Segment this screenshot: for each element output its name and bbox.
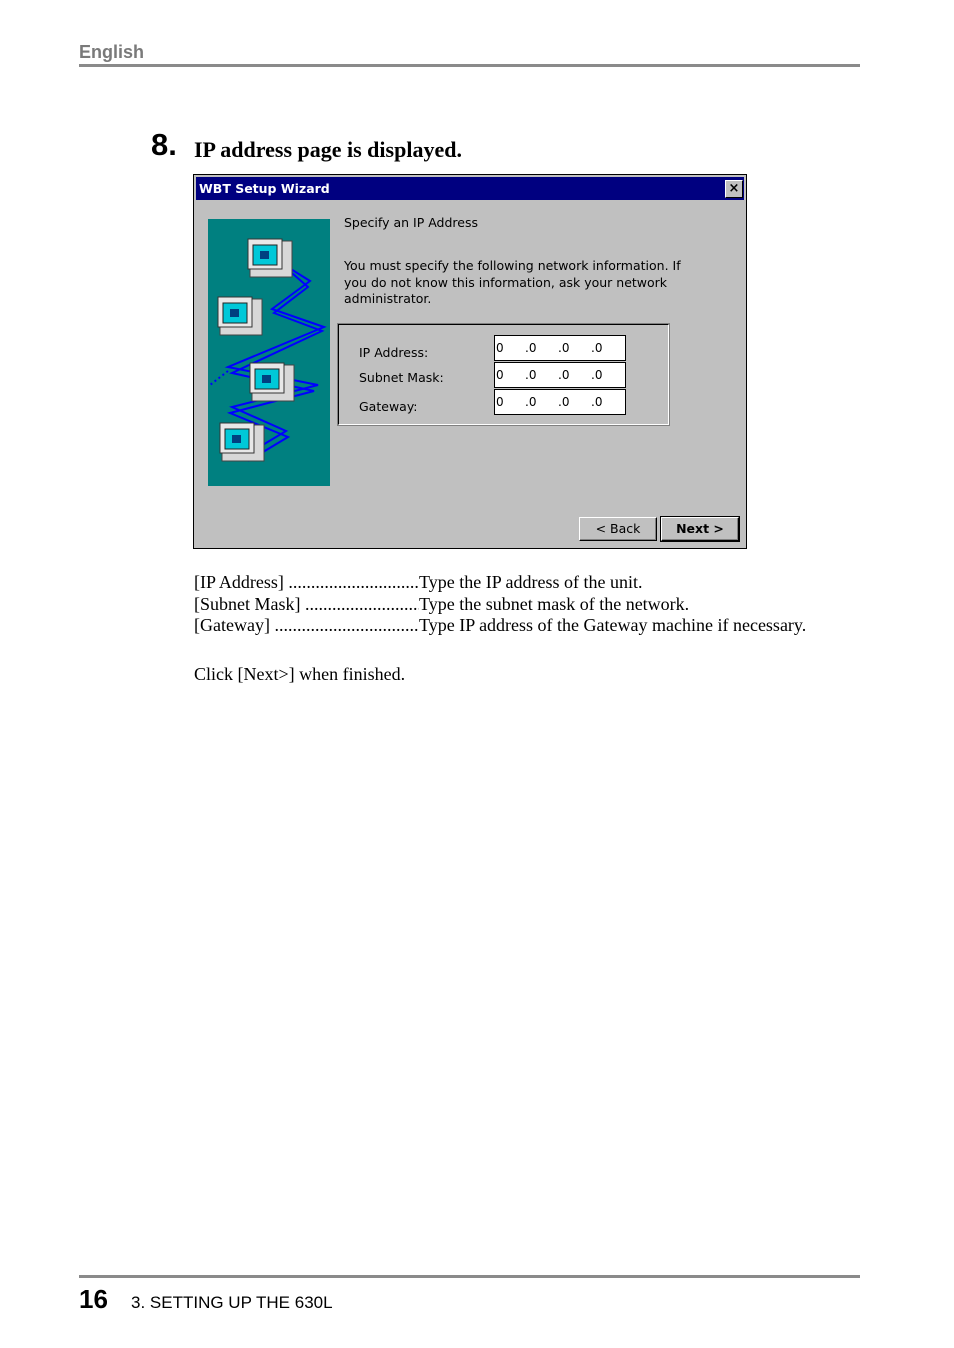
octet: .0 (525, 368, 537, 382)
subnet-mask-input[interactable] (494, 362, 626, 388)
wizard-dialog (193, 174, 747, 549)
gateway-label: Gateway: (359, 399, 418, 414)
description-ip-address (194, 572, 643, 593)
footer-rule (79, 1275, 860, 1278)
close-button[interactable] (725, 180, 743, 198)
description-text: Type IP address of the Gateway machine if necessary. (419, 615, 807, 635)
network-illustration (208, 219, 330, 486)
ip-address-input[interactable] (494, 335, 626, 361)
header-language: English (79, 42, 145, 62)
octet: .0 (591, 368, 603, 382)
description-gateway (194, 615, 806, 636)
computer-icon (218, 297, 262, 335)
back-button[interactable]: < Back (579, 517, 657, 541)
octet: .0 (558, 368, 570, 382)
click-note: Click [Next>] when finished. (194, 664, 406, 684)
octet: .0 (558, 395, 570, 409)
subnet-mask-label: Subnet Mask: (359, 370, 444, 385)
header-rule (79, 64, 860, 67)
octet: .0 (558, 341, 570, 355)
computer-icon (250, 363, 294, 401)
dialog-instruction: You must specify the following network information. If you do not know this information, ask your network administrator. (344, 258, 681, 306)
gateway-input[interactable] (494, 389, 626, 415)
description-subnet-mask (194, 594, 689, 615)
dialog-titlebar[interactable] (196, 177, 744, 200)
octet: .0 (591, 395, 603, 409)
footer-section: 3. SETTING UP THE 630L (131, 1293, 333, 1312)
dialog-title: WBT Setup Wizard (199, 181, 330, 196)
octet: .0 (591, 341, 603, 355)
description-term: [Subnet Mask] ..... (194, 594, 419, 615)
description-term: [Gateway] ..... (194, 615, 419, 636)
computer-icon (220, 423, 264, 461)
computer-icon (248, 239, 292, 277)
step-number: 8. (151, 127, 177, 162)
dialog-heading: Specify an IP Address (344, 215, 478, 230)
step-title: IP address page is displayed. (194, 137, 462, 162)
description-text: Type the subnet mask of the network. (419, 594, 690, 614)
address-group (338, 324, 669, 425)
octet: .0 (525, 395, 537, 409)
description-term: [IP Address] ..... (194, 572, 419, 593)
octet: 0 (496, 395, 504, 409)
octet: 0 (496, 341, 504, 355)
octet: 0 (496, 368, 504, 382)
ip-address-label: IP Address: (359, 345, 429, 360)
octet: .0 (525, 341, 537, 355)
description-text: Type the IP address of the unit. (419, 572, 643, 592)
page-number: 16 (79, 1284, 108, 1314)
close-icon: × (728, 181, 740, 196)
next-button[interactable]: Next > (661, 517, 739, 541)
